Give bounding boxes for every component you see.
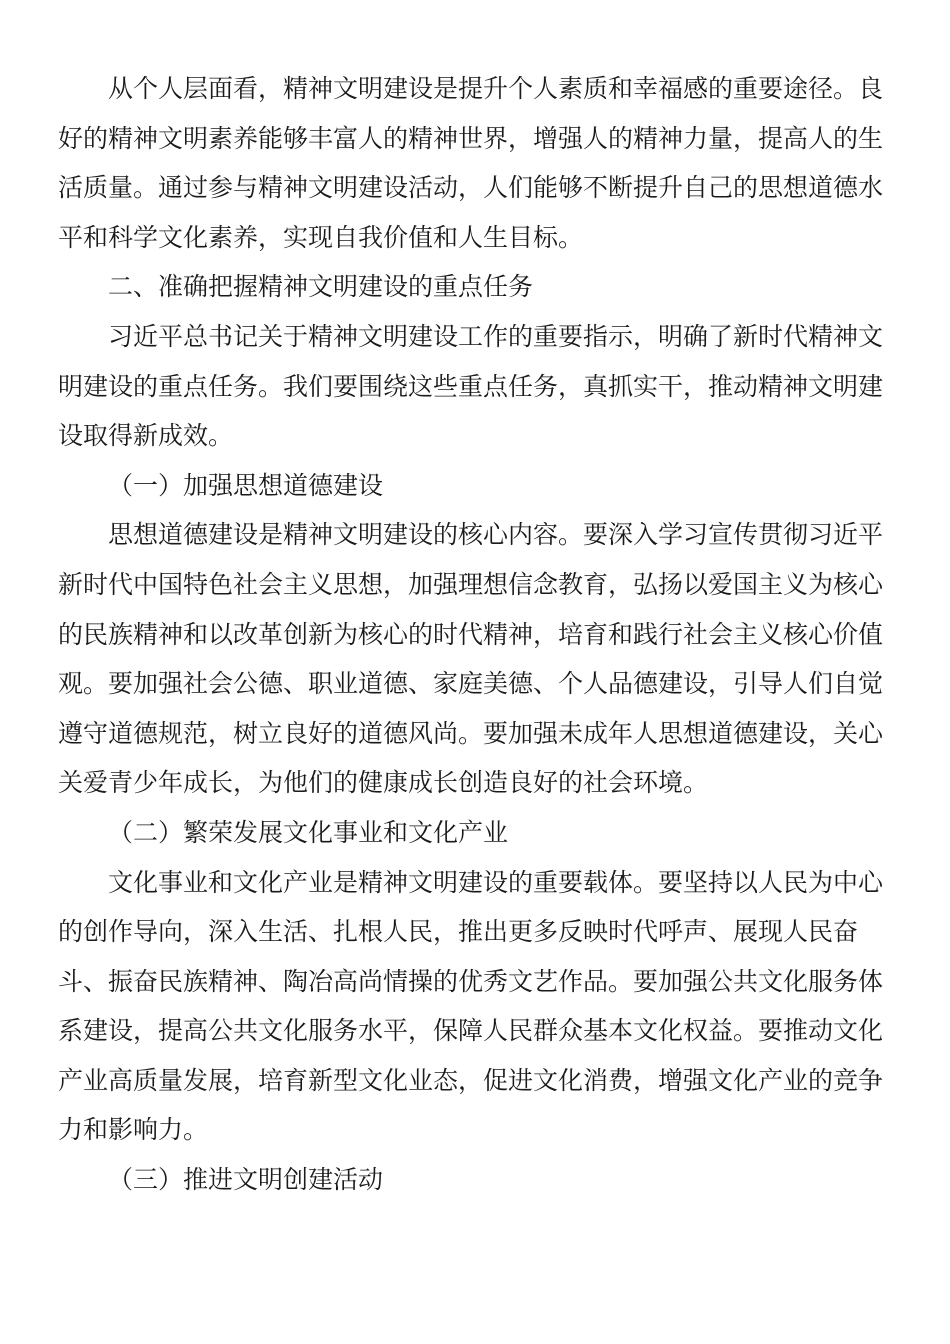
text-line: 系建设，提高公共文化服务水平，保障人民群众基本文化权益。要推动文化 [58,1016,884,1046]
subheading-3 [58,1155,878,1205]
text-line: 文化事业和文化产业是精神文明建设的重要载体。要坚持以人民为中心 [108,867,884,897]
section-heading-2 [58,262,878,312]
text-line: 的民族精神和以改革创新为核心的时代精神，培育和践行社会主义核心价值 [58,619,884,649]
subheading-text: （一）加强思想道德建设 [108,470,384,500]
text-line: 平和科学文化素养，实现自我价值和人生目标。 [58,222,584,252]
text-line: 从个人层面看，精神文明建设是提升个人素质和幸福感的重要途径。良 [108,74,884,103]
document-body [58,64,884,1205]
text-line: 的创作导向，深入生活、扎根人民，推出更多反映时代呼声、展现人民奋 [58,917,859,947]
text-line: 新时代中国特色社会主义思想，加强理想信念教育，弘扬以爱国主义为核心 [58,569,884,599]
paragraph-personal-level [58,64,884,262]
text-line: 活质量。通过参与精神文明建设活动，人们能够不断提升自己的思想道德水 [58,173,884,203]
text-line: 斗、振奋民族精神、陶冶高尚情操的优秀文艺作品。要加强公共文化服务体 [58,966,884,996]
subheading-1 [58,461,878,511]
text-line: 遵守道德规范，树立良好的道德风尚。要加强未成年人思想道德建设，关心 [58,718,884,748]
text-line: 习近平总书记关于精神文明建设工作的重要指示，明确了新时代精神文 [108,321,884,351]
heading-text: 二、准确把握精神文明建设的重点任务 [108,272,534,302]
subheading-text: （二）繁荣发展文化事业和文化产业 [108,817,509,847]
text-line: 观。要加强社会公德、职业道德、家庭美德、个人品德建设，引导人们自觉 [58,669,884,699]
paragraph-key-tasks-intro [58,312,884,461]
text-line: 力和影响力。 [58,1115,209,1145]
subheading-text: （三）推进文明创建活动 [108,1165,384,1195]
text-line: 明建设的重点任务。我们要围绕这些重点任务，真抓实干，推动精神文明建 [58,371,884,401]
text-line: 思想道德建设是精神文明建设的核心内容。要深入学习宣传贯彻习近平 [108,520,884,550]
text-line: 关爱青少年成长，为他们的健康成长创造良好的社会环境。 [58,768,709,798]
paragraph-moral-construction [58,510,884,808]
paragraph-culture-industry [58,858,884,1156]
text-line: 产业高质量发展，培育新型文化业态，促进文化消费，增强文化产业的竞争 [58,1065,884,1095]
text-line: 好的精神文明素养能够丰富人的精神世界，增强人的精神力量，提高人的生 [58,123,884,153]
text-line: 设取得新成效。 [58,421,234,451]
subheading-2 [58,808,878,858]
